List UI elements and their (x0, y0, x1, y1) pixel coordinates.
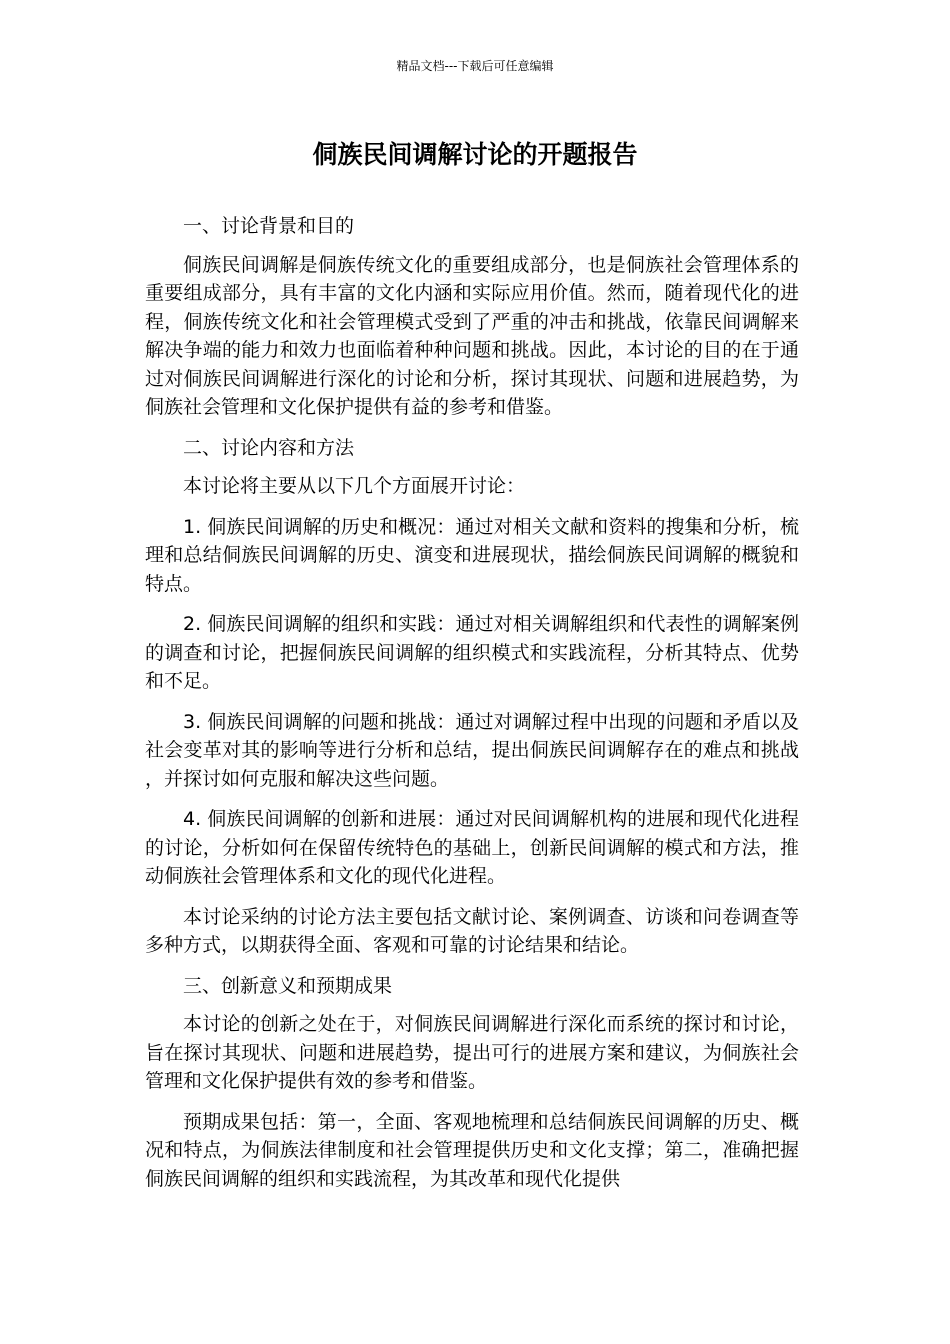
paragraph-intro-aspects: 本讨论将主要从以下几个方面展开讨论： (183, 475, 526, 497)
document-title: 侗族民间调解讨论的开题报告 (312, 140, 638, 169)
list-item-problems: 3. 侗族民间调解的问题和挑战：通过对调解过程中出现的问题和矛盾以及社会变革对其的影响等进行分析和总结，提出侗族民间调解存在的难点和挑战，并探讨如何克服和解决这些问题。 (145, 710, 799, 790)
paragraph-methods: 本讨论采纳的讨论方法主要包括文献讨论、案例调查、访谈和问卷调查等多种方式，以期获得全面、客观和可靠的讨论结果和结论。 (145, 905, 799, 956)
section-heading-significance: 三、创新意义和预期成果 (183, 974, 393, 997)
page-header-note: 精品文档---下载后可任意编辑 (396, 59, 554, 73)
list-item-innovation: 4. 侗族民间调解的创新和进展：通过对民间调解机构的进展和现代化进程的讨论，分析如何在保留传统特色的基础上，创新民间调解的模式和方法，推动侗族社会管理体系和文化的现代化进程。 (145, 808, 799, 887)
list-item-history: 1. 侗族民间调解的历史和概况：通过对相关文献和资料的搜集和分析，梳理和总结侗族民间调解的历史、演变和进展现状，描绘侗族民间调解的概貌和特点。 (145, 515, 799, 595)
section-heading-content-methods: 二、讨论内容和方法 (183, 436, 355, 459)
list-item-organization: 2. 侗族民间调解的组织和实践：通过对相关调解组织和代表性的调解案例的调查和讨论，把握侗族民间调解的组织模式和实践流程，分析其特点、优势和不足。 (145, 613, 799, 692)
section-heading-background: 一、讨论背景和目的 (183, 215, 355, 237)
paragraph-significance: 本讨论的创新之处在于，对侗族民间调解进行深化而系统的探讨和讨论，旨在探讨其现状、问题和进展趋势，提出可行的进展方案和建议，为侗族社会管理和文化保护提供有效的参考和借鉴。 (145, 1013, 799, 1092)
paragraph-background: 侗族民间调解是侗族传统文化的重要组成部分，也是侗族社会管理体系的重要组成部分，具有丰富的文化内涵和实际应用价值。然而，随着现代化的进程，侗族传统文化和社会管理模式受到了严重的冲击和挑战，依靠民间调解来解决争端的能力和效力也面临着种种问题和挑战。因此，本讨论的目的在于通过对侗族民间调解进行深化的讨论和分析，探讨其现状、问题和进展趋势，为侗族社会管理和文化保护提供有益的参考和借鉴。 (145, 253, 799, 418)
paragraph-expected-results: 预期成果包括：第一，全面、客观地梳理和总结侗族民间调解的历史、概况和特点，为侗族法律制度和社会管理提供历史和文化支撑；第二，准确把握侗族民间调解的组织和实践流程，为其改革和现代化提供 (145, 1110, 799, 1190)
document-body (145, 212, 799, 1205)
